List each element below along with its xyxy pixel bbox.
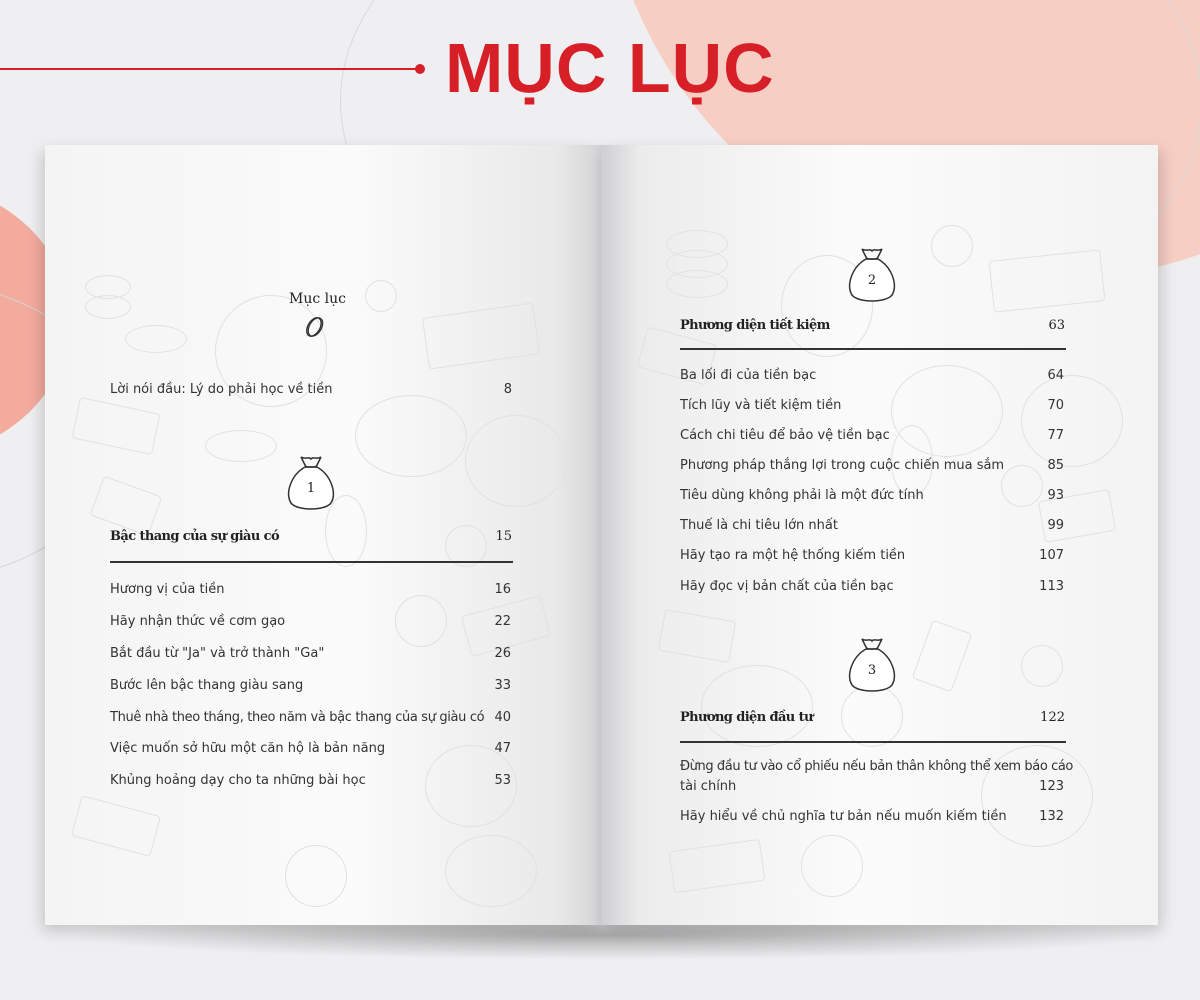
banknote-doodle bbox=[71, 795, 161, 857]
toc-entry-page: 33 bbox=[494, 678, 511, 693]
toc-entry[interactable] bbox=[680, 458, 1064, 476]
toc-entry-page: 93 bbox=[1047, 488, 1064, 503]
toc-entry-page: 53 bbox=[494, 773, 511, 788]
toc-entry-title: Bước lên bậc thang giàu sang bbox=[110, 678, 304, 693]
toc-entry[interactable] bbox=[110, 741, 511, 759]
toc-section-title: Bậc thang của sự giàu có bbox=[110, 529, 280, 544]
section-divider bbox=[680, 348, 1066, 350]
toc-entry[interactable] bbox=[680, 398, 1064, 416]
toc-entry-page: 47 bbox=[494, 741, 511, 756]
credit-card-doodle bbox=[658, 609, 736, 663]
banknote-doodle bbox=[72, 397, 161, 455]
coin-stack-doodle bbox=[666, 270, 728, 298]
coin-doodle bbox=[1021, 645, 1063, 687]
banknote-doodle bbox=[669, 839, 766, 893]
toc-heading: Mục lục bbox=[289, 291, 346, 307]
header-dot bbox=[415, 64, 425, 74]
toc-entry-title: Lời nói đầu: Lý do phải học về tiền bbox=[110, 382, 333, 397]
piggy-bank-doodle bbox=[445, 835, 537, 907]
piggy-bank-doodle bbox=[465, 415, 567, 507]
coin-icon bbox=[303, 315, 325, 339]
toc-entry[interactable] bbox=[110, 678, 511, 696]
toc-entry-preface[interactable] bbox=[110, 382, 512, 400]
toc-entry-title-line2: tài chính bbox=[680, 779, 737, 794]
toc-entry[interactable] bbox=[680, 488, 1064, 506]
toc-entry[interactable] bbox=[680, 518, 1064, 536]
toc-entry-title: Hương vị của tiền bbox=[110, 582, 225, 597]
coin-doodle bbox=[125, 325, 187, 353]
page-title: MỤC LỤC bbox=[445, 29, 775, 107]
toc-section-part-3[interactable] bbox=[680, 710, 1065, 728]
toc-entry-page: 132 bbox=[1039, 809, 1064, 824]
toc-entry-page: 16 bbox=[494, 582, 511, 597]
wallet-doodle bbox=[355, 395, 467, 477]
banknote-doodle bbox=[989, 249, 1106, 312]
coin-doodle bbox=[205, 430, 277, 462]
coin-doodle bbox=[801, 835, 863, 897]
toc-entry-page: 40 bbox=[494, 710, 511, 725]
toc-entry-page: 77 bbox=[1047, 428, 1064, 443]
toc-entry-page: 26 bbox=[494, 646, 511, 661]
part-number: 2 bbox=[867, 273, 877, 288]
toc-entry-title: Hãy tạo ra một hệ thống kiếm tiền bbox=[680, 548, 906, 563]
toc-section-page: 63 bbox=[1048, 318, 1065, 333]
toc-entry-title: Hãy đọc vị bản chất của tiền bạc bbox=[680, 579, 894, 594]
toc-entry-page: 70 bbox=[1047, 398, 1064, 413]
toc-entry[interactable] bbox=[110, 646, 511, 664]
toc-section-title: Phương diện tiết kiệm bbox=[680, 318, 830, 333]
toc-entry-title: Tiêu dùng không phải là một đức tính bbox=[680, 488, 924, 503]
toc-entry-title-line1: Đừng đầu tư vào cổ phiếu nếu bản thân không thể xem báo cáo bbox=[680, 759, 1073, 774]
banknote-doodle bbox=[422, 302, 540, 369]
toc-entry-title: Ba lối đi của tiền bạc bbox=[680, 368, 817, 383]
toc-entry[interactable] bbox=[110, 614, 511, 632]
part-number: 3 bbox=[867, 663, 877, 678]
header-line bbox=[0, 68, 418, 70]
toc-entry-page: 64 bbox=[1047, 368, 1064, 383]
toc-entry-page: 123 bbox=[1039, 779, 1064, 794]
toc-entry-page: 22 bbox=[494, 614, 511, 629]
coin-doodle bbox=[931, 225, 973, 267]
toc-entry-title: Hãy nhận thức về cơm gạo bbox=[110, 614, 286, 629]
toc-entry[interactable] bbox=[680, 809, 1064, 827]
toc-entry[interactable] bbox=[680, 579, 1064, 597]
toc-entry[interactable] bbox=[110, 582, 511, 600]
coin-doodle bbox=[365, 280, 397, 312]
part-number: 1 bbox=[306, 481, 316, 496]
toc-entry-page: 99 bbox=[1047, 518, 1064, 533]
toc-entry-page: 8 bbox=[503, 382, 512, 397]
toc-entry[interactable] bbox=[110, 710, 511, 728]
toc-entry-title: Hãy hiểu về chủ nghĩa tư bản nếu muốn kiếm tiền bbox=[680, 809, 1007, 824]
toc-entry[interactable] bbox=[680, 428, 1064, 446]
coin-doodle bbox=[285, 845, 347, 907]
toc-entry-title: Thuế là chi tiêu lớn nhất bbox=[680, 518, 838, 533]
price-tag-doodle bbox=[912, 620, 973, 693]
toc-entry-title: Việc muốn sở hữu một căn hộ là bản năng bbox=[110, 741, 386, 756]
toc-entry-page: 113 bbox=[1039, 579, 1064, 594]
toc-entry[interactable] bbox=[680, 759, 1073, 797]
toc-entry[interactable] bbox=[680, 368, 1064, 386]
piggy-bank-doodle bbox=[1021, 375, 1123, 467]
coin-stack-doodle bbox=[85, 295, 131, 319]
toc-entry[interactable] bbox=[110, 773, 511, 791]
toc-entry[interactable] bbox=[680, 548, 1064, 566]
toc-entry-title: Bắt đầu từ "Ja" và trở thành "Ga" bbox=[110, 646, 325, 661]
toc-entry-title: Khủng hoảng dạy cho ta những bài học bbox=[110, 773, 366, 788]
toc-section-part-2[interactable] bbox=[680, 318, 1065, 336]
toc-entry-title: Tích lũy và tiết kiệm tiền bbox=[680, 398, 842, 413]
toc-entry-title: Thuê nhà theo tháng, theo năm và bậc thang của sự giàu có bbox=[110, 710, 485, 725]
toc-entry-title: Cách chi tiêu để bảo vệ tiền bạc bbox=[680, 428, 890, 443]
toc-entry-page: 107 bbox=[1039, 548, 1064, 563]
section-divider bbox=[110, 561, 513, 563]
book-page-left bbox=[45, 145, 601, 925]
toc-entry-page: 85 bbox=[1047, 458, 1064, 473]
banknote-doodle bbox=[90, 476, 163, 537]
toc-section-part-1[interactable] bbox=[110, 529, 512, 547]
money-bag-doodle bbox=[701, 665, 813, 747]
section-divider bbox=[680, 741, 1066, 743]
toc-section-page: 122 bbox=[1040, 710, 1065, 725]
book-page-right bbox=[601, 145, 1158, 925]
toc-section-title: Phương diện đầu tư bbox=[680, 710, 813, 725]
toc-section-page: 15 bbox=[495, 529, 512, 544]
toc-entry-title: Phương pháp thắng lợi trong cuộc chiến mua sắm bbox=[680, 458, 1005, 473]
